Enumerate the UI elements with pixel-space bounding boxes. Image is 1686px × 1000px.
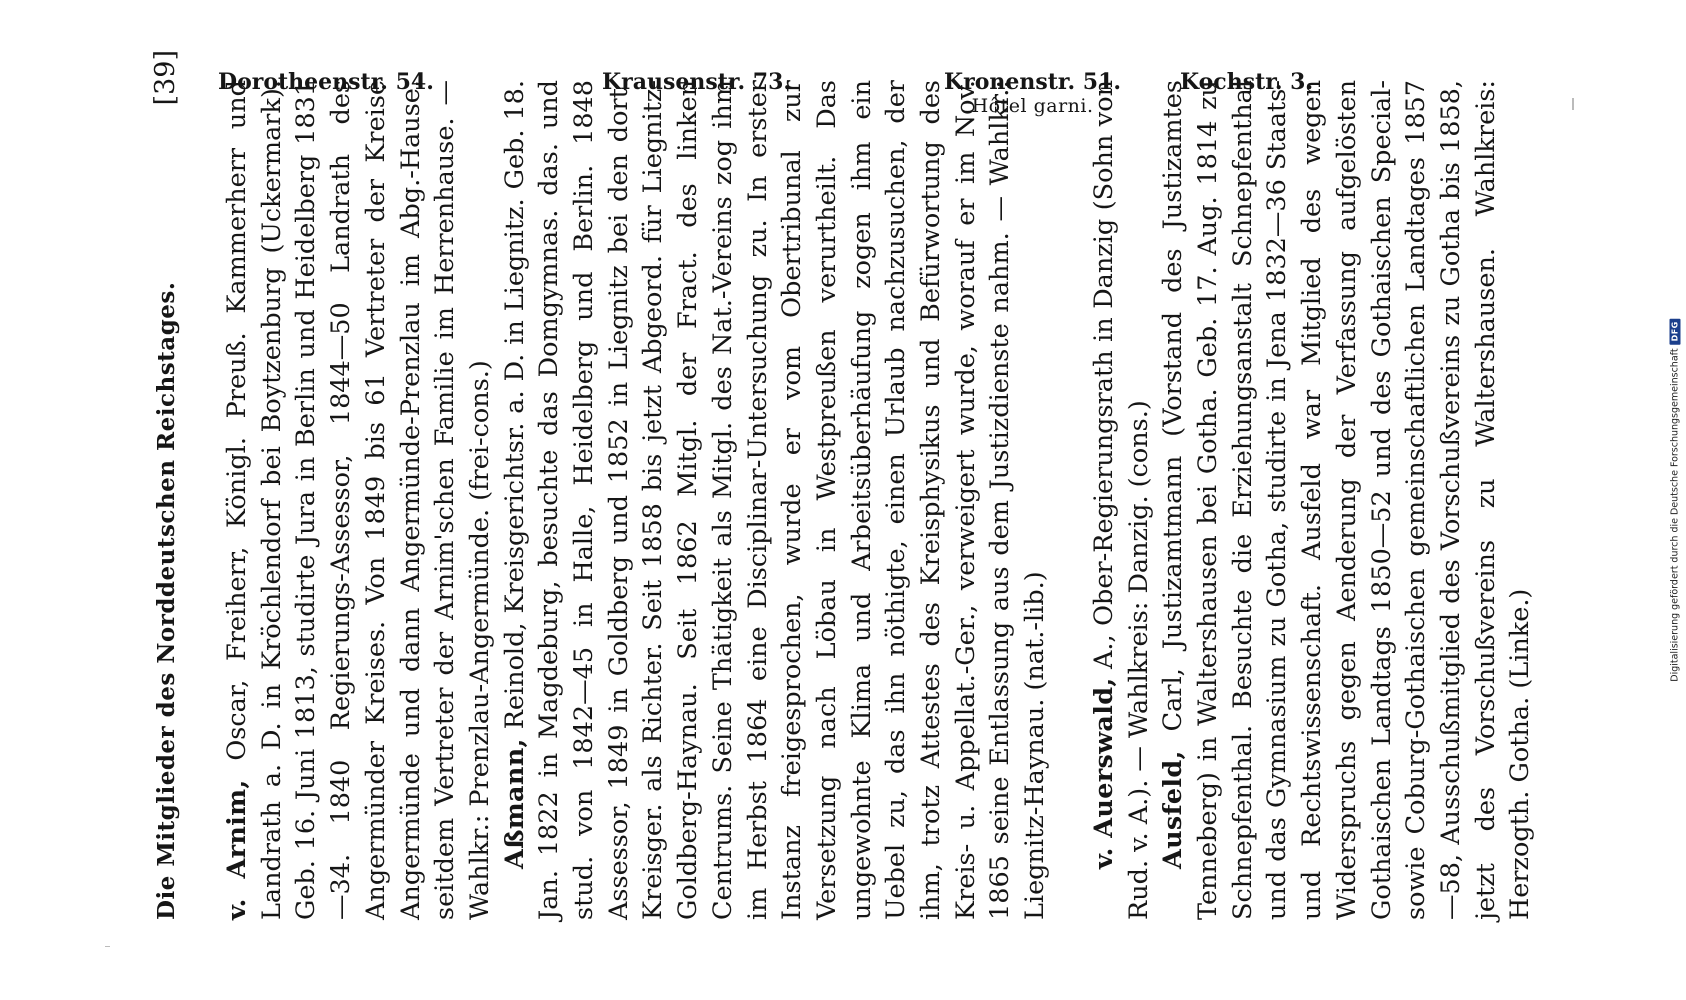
running-head bbox=[150, 50, 184, 920]
dfg-logo-icon: DFG bbox=[1670, 318, 1681, 344]
member-entry bbox=[220, 80, 498, 920]
entry-text: Reinold, Kreisgerichtsr. a. D. in Liegnitz. Geb. 18. Jan. 1822 in Magdeburg, besuchte das Domgymnas. das. und stud. von 1842—45 in Halle, Heidelberg und Berlin. 1848 Assessor, 1849 in Goldberg und 1852 in Liegnitz bei den dort. Kreisger. als Richter. Seit 1858 bis jetzt Abgeord. für Liegnitz-Goldberg-Haynau. Seit 1862 Mitgl. der Fract. des linken Centrums. Seine Thätigkeit als Mitgl. des Nat.-Vereins zog ihm im Herbst 1864 eine Disciplinar-Untersuchung zu. In erster Instanz freigesprochen, wurde er vom Obertribunal zur Versetzung nach Löbau in Westpreußen verurtheilt. Das ungewohnte Klima und Arbeitsüberhäufung zogen ihm ein Uebel zu, das ihn nöthigte, einen Urlaub nachzusuchen, der ihm, trotz Attestes des Kreisphysikus und Befürwortung des Kreis- u. Appellat.-Ger., verweigert wurde, worauf er im Nov. 1865 seine Entlassung aus dem Justizdienste nahm. — Wahlkr.: Liegnitz-Haynau. (nat.-lib.) bbox=[499, 80, 1051, 920]
entries-column bbox=[220, 80, 1538, 920]
address-line: Kochstr. 3. bbox=[1180, 69, 1314, 95]
entry-name: Ausfeld, bbox=[1158, 750, 1189, 869]
address-line: Dorotheenstr. 54. bbox=[218, 69, 434, 95]
address-line: Krausenstr. 73. bbox=[602, 69, 792, 95]
member-entry bbox=[1087, 80, 1156, 920]
entry-text: A., Ober-Regierungsrath in Danzig (Sohn von Rud. v. A.). — Wahlkreis: Danzig. (cons.) bbox=[1088, 80, 1154, 920]
member-entry bbox=[498, 80, 1053, 920]
credit-text: Digitalisierung gefördert durch die Deutsche Forschungsgemeinschaft bbox=[1669, 348, 1681, 682]
address-line: Kronenstr. 51. bbox=[944, 69, 1122, 95]
scan-speck bbox=[105, 946, 110, 947]
page-number: [39] bbox=[150, 50, 181, 106]
address-subline: Hôtel garni. bbox=[971, 95, 1094, 117]
running-title: Die Mitglieder des Norddeutschen Reichstages. bbox=[153, 281, 180, 920]
entry-name: v. Arnim, bbox=[222, 779, 252, 920]
entry-text: Carl, Justizamtmann (Vorstand des Justizamtes Tenneberg) in Waltershausen bei Gotha. Geb. 17. Aug. 1814 zu Schnepfenthal. Besuchte die Erziehungsanstalt Schnepfenthal und das Gymnasium zu Gotha, studirte in Jena 1832—36 Staats- und Rechtswissenschaft. Ausfeld war Mitglied des wegen Widerspruchs gegen Aenderung der Verfassung aufgelösten Gothaischen Landtags 1850—52 und des Gothaischen Special- sowie Coburg-Gothaischen gemeinschaftlichen Landtages 1857—58, Ausschußmitglied des Vorschußvereins zu Gotha bis 1858, jetzt des Vorschußvereins zu Waltershausen. Wahlkreis: Herzogth. Gotha. (Linke.) bbox=[1158, 80, 1536, 920]
rotated-text-block bbox=[150, 50, 1538, 920]
digitization-credit bbox=[1670, 318, 1681, 681]
entry-text: Oscar, Freiherr, Königl. Preuß. Kammerherr und Landrath a. D. in Kröchlendorf bei Boytzenburg (Uckermark). Geb. 16. Juni 1813, studirte Jura in Berlin und Heidelberg 1831—34. 1840 Regierungs-Assessor, 1844—50 Landrath des Angermünder Kreises. Von 1849 bis 61 Vertreter der Kreise Angermünde und dann Angermünde-Prenzlau im Abg.-Hause, seitdem Vertreter der Arnim'schen Familie im Herrenhause. — Wahlkr.: Prenzlau-Angermünde. (frei-cons.) bbox=[222, 80, 495, 920]
member-entry bbox=[1156, 80, 1538, 920]
entry-name: v. Auerswald, bbox=[1088, 677, 1119, 869]
entry-name: Aßmann, bbox=[499, 738, 530, 869]
scan-speck bbox=[1572, 98, 1574, 110]
